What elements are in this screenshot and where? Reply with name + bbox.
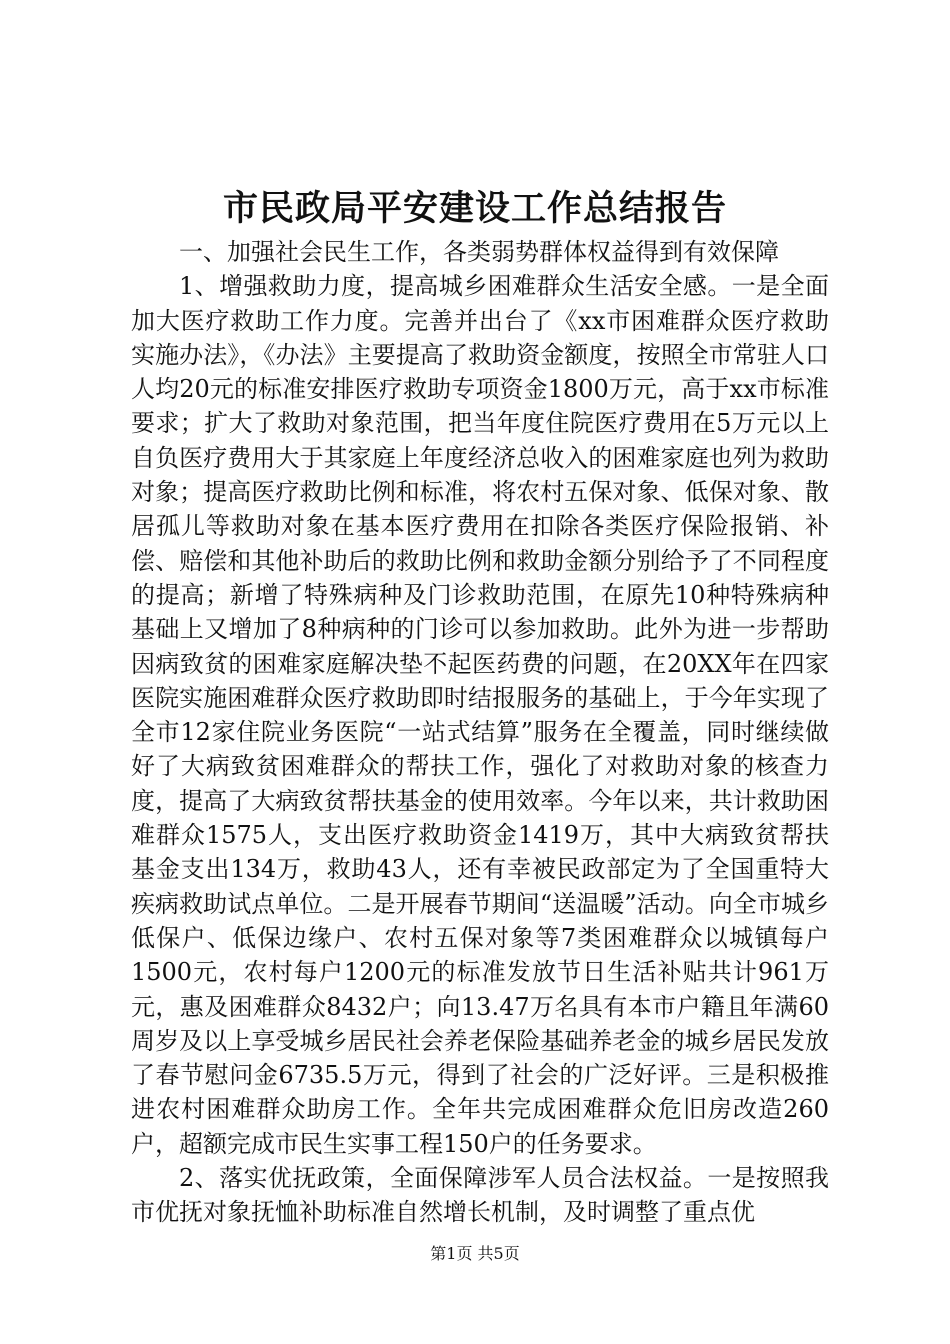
body-paragraph: 2、落实优抚政策，全面保障涉军人员合法权益。一是按照我市优抚对象抚恤补助标准自然增长机制，及时调整了重点优 [131, 1164, 829, 1227]
document-body [131, 235, 829, 1230]
document-title: 市民政局平安建设工作总结报告 [222, 188, 727, 229]
body-paragraph: 1、增强救助力度，提高城乡困难群众生活安全感。一是全面加大医疗救助工作力度。完善并出台了《xx市困难群众医疗救助实施办法》，《办法》主要提高了救助资金额度，按照全市常驻人口人均20元的标准安排医疗救助专项资金1800万元，高于xx市标准要求；扩大了救助对象范围，把当年度住院医疗费用在5万元以上自负医疗费用大于其家庭上年度经济总收入的困难家庭也列为救助对象；提高医疗救助比例和标准，将农村五保对象、低保对象、散居孤儿等救助对象在基本医疗费用在扣除各类医疗保险报销、补偿、赔偿和其他补助后的救助比例和救助金额分别给予了不同程度的提高；新增了特殊病种及门诊救助范围，在原先10种特殊病种基础上又增加了8种病种的门诊可以参加救助。此外为进一步帮助因病致贫的困难家庭解决垫不起医药费的问题，在20XX年在四家医院实施困难群众医疗救助即时结报服务的基础上，于今年实现了全市12家住院业务医院“一站式结算”服务在全覆盖，同时继续做好了大病致贫困难群众的帮扶工作，强化了对救助对象的核查力度，提高了大病致贫帮扶基金的使用效率。今年以来，共计救助困难群众1575人，支出医疗救助资金1419万，其中大病致贫帮扶基金支出134万，救助43人，还有幸被民政部定为了全国重特大疾病救助试点单位。二是开展春节期间“送温暖”活动。向全市城乡低保户、低保边缘户、农村五保对象等7类困难群众以城镇每户1500元，农村每户1200元的标准发放节日生活补贴共计961万元，惠及困难群众8432户；向13.47万名具有本市户籍且年满60周岁及以上享受城乡居民社会养老保险基础养老金的城乡居民发放了春节慰问金6735.5万元，得到了社会的广泛好评。三是积极推进农村困难群众助房工作。全年共完成困难群众危旧房改造260户，超额完成市民生实事工程150户的任务要求。 [131, 272, 829, 1158]
section-heading: 一、加强社会民生工作，各类弱势群体权益得到有效保障 [179, 238, 779, 266]
page-footer: 第1页 共5页 [430, 1244, 520, 1263]
